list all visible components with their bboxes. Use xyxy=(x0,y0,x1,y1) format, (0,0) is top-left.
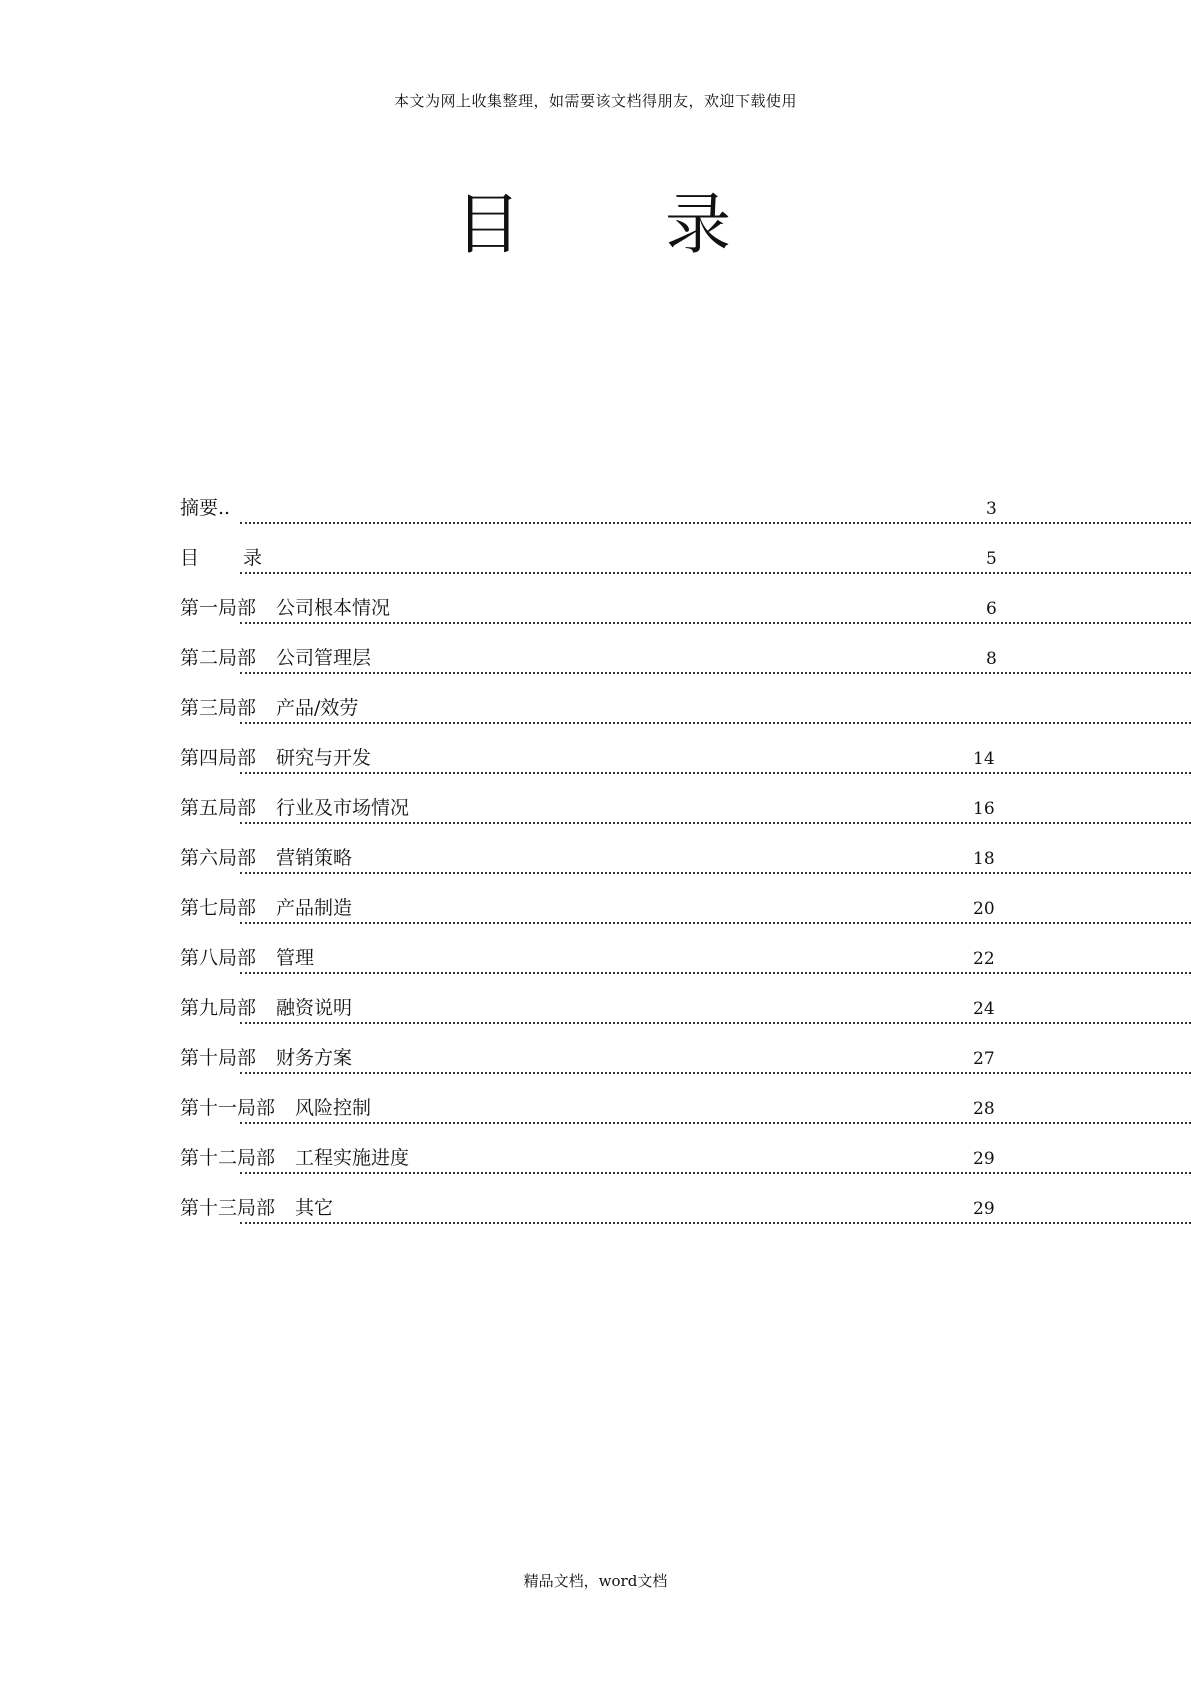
toc-section-title: 管理 xyxy=(276,947,315,969)
toc-dot-leader xyxy=(240,1202,1191,1224)
toc-page-number: 6 xyxy=(986,599,997,619)
toc-section-title: 录 xyxy=(243,547,263,569)
toc-section-name: 第六局部 xyxy=(180,847,257,869)
toc-page-number: 14 xyxy=(973,749,995,769)
toc-entry-part-4[interactable] xyxy=(180,742,1191,792)
toc-entry-label xyxy=(180,1046,362,1070)
toc-entry-part-12[interactable] xyxy=(180,1142,1191,1192)
toc-page-number: 28 xyxy=(973,1099,995,1119)
toc-section-title: 工程实施进度 xyxy=(295,1147,410,1169)
toc-page-number: 8 xyxy=(986,649,997,669)
toc-page-number: 16 xyxy=(973,799,995,819)
toc-entry-label xyxy=(180,746,381,770)
toc-section-name: 第七局部 xyxy=(180,897,257,919)
toc-entry-abstract[interactable] xyxy=(180,492,1191,542)
toc-entry-part-1[interactable] xyxy=(180,592,1191,642)
toc-entry-contents[interactable] xyxy=(180,542,1191,592)
toc-section-title: 融资说明 xyxy=(276,997,353,1019)
toc-title-char-2: 录 xyxy=(665,186,731,263)
toc-section-name: 第十三局部 xyxy=(180,1197,276,1219)
toc-entry-label xyxy=(180,646,381,670)
toc-section-name: 第五局部 xyxy=(180,797,257,819)
toc-dot-leader xyxy=(240,752,1191,774)
toc-entry-label xyxy=(180,696,368,720)
toc-page-number: 29 xyxy=(973,1149,995,1169)
toc-dot-leader xyxy=(240,952,1191,974)
toc-section-name: 第四局部 xyxy=(180,747,257,769)
toc-dot-leader xyxy=(240,652,1191,674)
toc-section-title: 财务方案 xyxy=(276,1047,353,1069)
toc-page-number: 18 xyxy=(973,849,995,869)
toc-page-number: 20 xyxy=(973,899,995,919)
toc-page-number: 3 xyxy=(986,499,997,519)
toc-section-name: 第十一局部 xyxy=(180,1097,276,1119)
toc-section-title: 营销策略 xyxy=(276,847,353,869)
toc-entry-part-6[interactable] xyxy=(180,842,1191,892)
toc-section-name: 第八局部 xyxy=(180,947,257,969)
toc-entry-part-11[interactable] xyxy=(180,1092,1191,1142)
toc-entry-label xyxy=(180,596,400,620)
footer-note: 精品文档，word文档 xyxy=(523,1572,668,1590)
toc-dot-leader xyxy=(240,1052,1191,1074)
toc-page-number: 5 xyxy=(986,549,997,569)
toc-entry-label xyxy=(180,996,362,1020)
toc-entry-part-10[interactable] xyxy=(180,1042,1191,1092)
toc-section-name: 第三局部 xyxy=(180,697,257,719)
toc-title-char-1: 目 xyxy=(455,186,521,263)
toc-entry-label xyxy=(180,1146,419,1170)
toc-section-title: 其它 xyxy=(295,1197,334,1219)
toc-entry-part-5[interactable] xyxy=(180,792,1191,842)
toc-section-title: 产品/效劳 xyxy=(276,697,359,719)
toc-dot-leader xyxy=(240,1002,1191,1024)
toc-entry-label xyxy=(180,896,362,920)
toc-dot-leader xyxy=(240,852,1191,874)
toc-entry-label xyxy=(180,846,362,870)
toc-entry-label xyxy=(180,796,419,820)
toc-entry-part-13[interactable] xyxy=(180,1192,1191,1242)
toc-section-name: 第一局部 xyxy=(180,597,257,619)
toc-page-number: 29 xyxy=(973,1199,995,1219)
toc-entry-label xyxy=(180,496,240,520)
toc-dot-leader xyxy=(240,552,1191,574)
toc-section-name: 第十局部 xyxy=(180,1047,257,1069)
toc-page-number: 27 xyxy=(973,1049,995,1069)
toc-section-title: 风险控制 xyxy=(295,1097,372,1119)
header-note: 本文为网上收集整理，如需要该文档得朋友，欢迎下载使用 xyxy=(393,92,797,110)
toc-dot-leader xyxy=(240,1102,1191,1124)
toc-section-title: 产品制造 xyxy=(276,897,353,919)
toc-entry-label xyxy=(180,1096,381,1120)
toc-section-title: 公司管理层 xyxy=(276,647,372,669)
toc-section-title: 公司根本情况 xyxy=(276,597,391,619)
toc-entry-label xyxy=(180,546,272,570)
toc-section-name: 第九局部 xyxy=(180,997,257,1019)
toc-entry-part-9[interactable] xyxy=(180,992,1191,1042)
toc-section-name: 目 xyxy=(180,547,200,569)
toc-entry-part-7[interactable] xyxy=(180,892,1191,942)
toc-section-name: 摘要.. xyxy=(180,497,231,519)
toc-page-number: 22 xyxy=(973,949,995,969)
toc-section-title: 研究与开发 xyxy=(276,747,372,769)
toc-section-name: 第二局部 xyxy=(180,647,257,669)
toc-entry-part-2[interactable] xyxy=(180,642,1191,692)
table-of-contents xyxy=(180,492,1191,1242)
toc-section-title: 行业及市场情况 xyxy=(276,797,410,819)
toc-dot-leader xyxy=(240,902,1191,924)
toc-page-number: 24 xyxy=(973,999,995,1019)
toc-entry-part-3[interactable] xyxy=(180,692,1191,742)
toc-section-name: 第十二局部 xyxy=(180,1147,276,1169)
toc-entry-label xyxy=(180,946,324,970)
toc-title xyxy=(455,185,755,265)
toc-dot-leader xyxy=(240,502,1191,524)
toc-entry-part-8[interactable] xyxy=(180,942,1191,992)
toc-entry-label xyxy=(180,1196,343,1220)
toc-dot-leader xyxy=(240,702,1191,724)
